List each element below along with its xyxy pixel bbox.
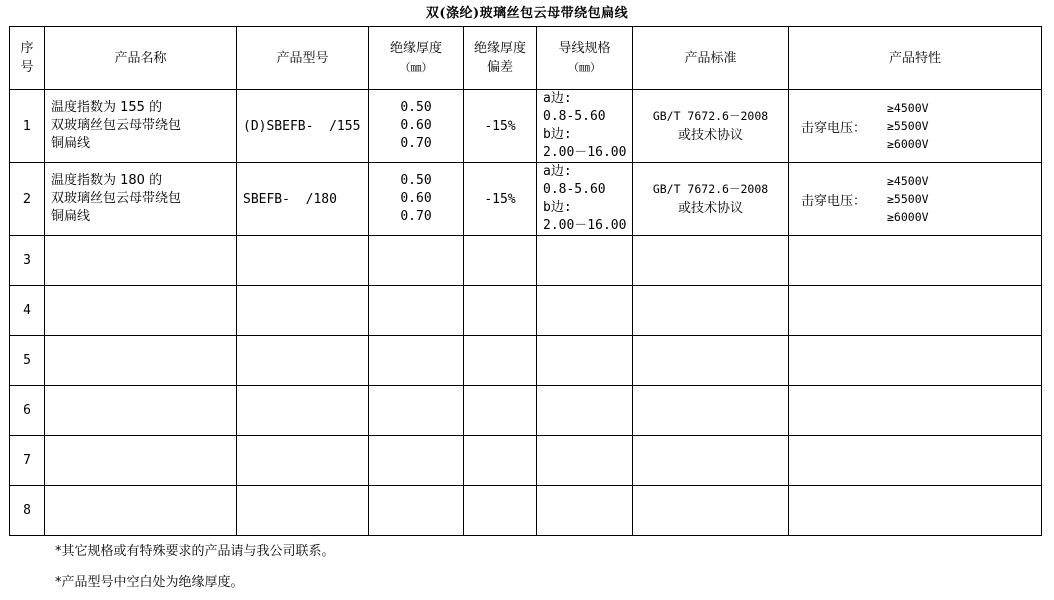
cell-deviation: -15% [464,163,537,236]
page-title: 双(涤纶)玻璃丝包云母带绕包扁线 [425,6,629,21]
footnote-model-blank: *产品型号中空白处为绝缘厚度。 [55,575,244,590]
cell-feature [789,163,1042,236]
cell-seq: 2 [10,163,45,236]
header-model: 产品型号 [237,27,369,90]
cell-seq: 6 [10,386,45,436]
cell-deviation: -15% [464,90,537,163]
header-thickness: 绝缘厚度 （㎜） [369,27,464,90]
table-row [10,286,1042,336]
cell-seq: 3 [10,236,45,286]
cell-feature [789,90,1042,163]
table-row [10,90,1042,163]
feature-label: 击穿电压： [801,120,867,136]
cell-conductor: a边: 0.8-5.60 b边: 2.00－16.00 [537,163,633,236]
feature-values: ≥4500V ≥5500V ≥6000V [887,101,929,151]
table-row [10,436,1042,486]
header-seq: 序 号 [10,27,45,90]
header-deviation: 绝缘厚度 偏差 [464,27,537,90]
table-row [10,386,1042,436]
table-row [10,336,1042,386]
cell-name: 温度指数为 155 的 双玻璃丝包云母带绕包 铜扁线 [45,90,237,163]
cell-seq: 8 [10,486,45,536]
cell-standard: GB/T 7672.6－2008 或技术协议 [633,163,789,236]
header-name: 产品名称 [45,27,237,90]
cell-thickness: 0.50 0.60 0.70 [369,90,464,163]
cell-standard: GB/T 7672.6－2008 或技术协议 [633,90,789,163]
header-standard: 产品标准 [633,27,789,90]
feature-label: 击穿电压： [801,193,867,209]
header-feature: 产品特性 [789,27,1042,90]
cell-seq: 5 [10,336,45,386]
cell-name: 温度指数为 180 的 双玻璃丝包云母带绕包 铜扁线 [45,163,237,236]
cell-conductor: a边: 0.8-5.60 b边: 2.00－16.00 [537,90,633,163]
table-header-row [10,27,1042,90]
cell-model: (D)SBEFB- /155 [237,90,369,163]
feature-values: ≥4500V ≥5500V ≥6000V [887,174,929,224]
cell-seq: 1 [10,90,45,163]
table-row [10,486,1042,536]
footnote-contact: *其它规格或有特殊要求的产品请与我公司联系。 [55,544,335,559]
table-row [10,163,1042,236]
cell-thickness: 0.50 0.60 0.70 [369,163,464,236]
cell-seq: 7 [10,436,45,486]
cell-seq: 4 [10,286,45,336]
cell-model: SBEFB- /180 [237,163,369,236]
header-conductor: 导线规格 （㎜） [537,27,633,90]
table-row [10,236,1042,286]
product-table [9,26,1042,536]
